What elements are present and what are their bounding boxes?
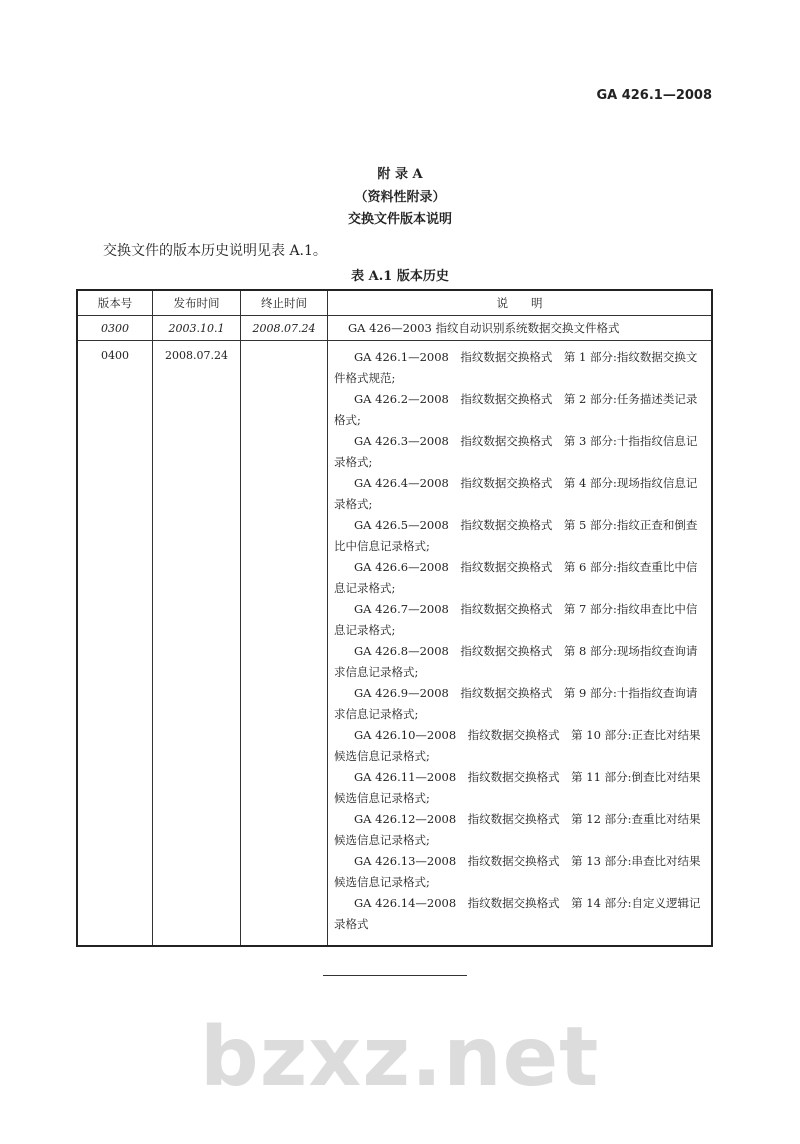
description-entry-continuation: 候选信息记录格式; bbox=[334, 791, 430, 805]
table-row bbox=[77, 341, 712, 947]
description-entry-line: GA 426.13—2008 指纹数据交换格式 第 13 部分:串查比对结果 bbox=[354, 854, 701, 868]
description-entry-continuation: 息记录格式; bbox=[334, 581, 396, 595]
description-entry-continuation: 录格式; bbox=[334, 497, 373, 511]
standard-number: GA 426.1—2008 bbox=[596, 88, 712, 103]
description-entry-continuation: 求信息记录格式; bbox=[334, 707, 419, 721]
description-entry-line: GA 426.4—2008 指纹数据交换格式 第 4 部分:现场指纹信息记 bbox=[354, 476, 698, 490]
description-entry-continuation: 格式; bbox=[334, 413, 361, 427]
description-entry-continuation: 候选信息记录格式; bbox=[334, 833, 430, 847]
description-entry-continuation: 求信息记录格式; bbox=[334, 665, 419, 679]
table-row bbox=[77, 316, 712, 341]
released-cell: 2003.10.1 bbox=[153, 316, 241, 341]
version-history-table bbox=[76, 289, 713, 947]
table-header-row bbox=[77, 290, 712, 316]
description-entry-continuation: 比中信息记录格式; bbox=[334, 539, 430, 553]
table-caption: 表 A.1 版本历史 bbox=[351, 269, 449, 284]
description-entry-line: GA 426.2—2008 指纹数据交换格式 第 2 部分:任务描述类记录 bbox=[354, 392, 698, 406]
released-cell: 2008.07.24 bbox=[153, 341, 241, 947]
ended-cell: 2008.07.24 bbox=[241, 316, 328, 341]
header-version: 版本号 bbox=[77, 290, 153, 316]
end-rule bbox=[323, 975, 467, 976]
description-entry-continuation: 息记录格式; bbox=[334, 623, 396, 637]
description-entry-continuation: 候选信息记录格式; bbox=[334, 749, 430, 763]
watermark: bzxz.net bbox=[200, 1010, 600, 1105]
appendix-heading: 交换文件版本说明 bbox=[347, 212, 452, 227]
description-entry-line: GA 426.12—2008 指纹数据交换格式 第 12 部分:查重比对结果 bbox=[354, 812, 701, 826]
description-entry-line: GA 426.9—2008 指纹数据交换格式 第 9 部分:十指指纹查询请 bbox=[354, 686, 698, 700]
description-entry-line: GA 426.10—2008 指纹数据交换格式 第 10 部分:正查比对结果 bbox=[354, 728, 701, 742]
description-entry-continuation: 候选信息记录格式; bbox=[334, 875, 430, 889]
description-entry-line: GA 426.5—2008 指纹数据交换格式 第 5 部分:指纹正查和倒查 bbox=[354, 518, 698, 532]
description-entry-line: GA 426.3—2008 指纹数据交换格式 第 3 部分:十指指纹信息记 bbox=[354, 434, 698, 448]
description-entry-line: GA 426.7—2008 指纹数据交换格式 第 7 部分:指纹串查比中信 bbox=[354, 602, 698, 616]
version-cell: 0300 bbox=[77, 316, 153, 341]
description-entry-continuation: 录格式 bbox=[334, 917, 369, 931]
description-entry-line: GA 426.11—2008 指纹数据交换格式 第 11 部分:倒查比对结果 bbox=[354, 770, 701, 784]
ended-cell bbox=[241, 341, 328, 947]
intro-paragraph: 交换文件的版本历史说明见表 A.1。 bbox=[103, 243, 327, 259]
description-entry-line: GA 426.8—2008 指纹数据交换格式 第 8 部分:现场指纹查询请 bbox=[354, 644, 698, 658]
appendix-subtitle: （资料性附录） bbox=[354, 190, 446, 205]
version-cell: 0400 bbox=[77, 341, 153, 947]
description-entry-continuation: 录格式; bbox=[334, 455, 373, 469]
description-entry-line: GA 426.6—2008 指纹数据交换格式 第 6 部分:指纹查重比中信 bbox=[354, 560, 698, 574]
description-cell bbox=[328, 341, 713, 947]
description-cell: GA 426—2003 指纹自动识别系统数据交换文件格式 bbox=[328, 316, 713, 341]
header-released: 发布时间 bbox=[153, 290, 241, 316]
appendix-title: 附 录 A bbox=[377, 167, 423, 182]
header-ended: 终止时间 bbox=[241, 290, 328, 316]
description-entry-line: GA 426.14—2008 指纹数据交换格式 第 14 部分:自定义逻辑记 bbox=[354, 896, 701, 910]
description-entry-continuation: 件格式规范; bbox=[334, 371, 396, 385]
description-entry-line: GA 426.1—2008 指纹数据交换格式 第 1 部分:指纹数据交换文 bbox=[354, 350, 698, 364]
header-description: 说 明 bbox=[328, 290, 713, 316]
